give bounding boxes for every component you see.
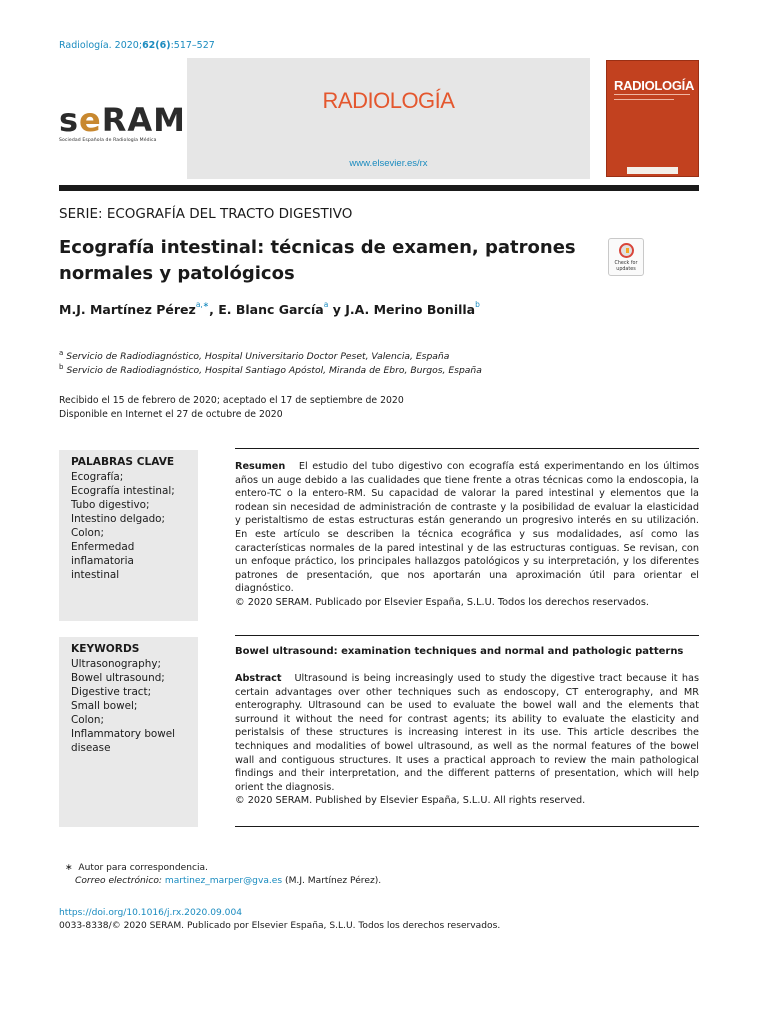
article-title: Ecografía intestinal: técnicas de examen, patrones normales y patológicos (59, 237, 576, 284)
keywords-en-heading: KEYWORDS (71, 643, 140, 655)
seram-logo-subtitle: Sociedad Española de Radiología Médica (59, 138, 157, 143)
corresponding-author-note: ∗ Autor para correspondencia. (65, 863, 208, 873)
crossmark-icon (619, 243, 634, 258)
keyword: Ecografía; (71, 471, 124, 483)
abstract-copyright: © 2020 SERAM. Published by Elsevier España, S.L.U. All rights reserved. (235, 795, 586, 807)
check-for-updates-button[interactable] (608, 238, 644, 276)
article-series: SERIE: ECOGRAFÍA DEL TRACTO DIGESTIVO (59, 206, 353, 222)
journal-cover-image (606, 60, 699, 177)
email-note: Correo electrónico: martinez_marper@gva.es (M.J. Martínez Pérez). (75, 876, 382, 886)
seram-logo (59, 101, 186, 143)
keyword: Ecografía intestinal; (71, 485, 175, 497)
keyword: Colon; (71, 527, 104, 539)
abstract-paragraph (235, 672, 699, 808)
keywords-es-box (59, 450, 198, 621)
journal-cover-title: RADIOLOGÍA (614, 78, 695, 93)
resumen-paragraph (235, 460, 699, 610)
abstract-divider (235, 448, 699, 449)
keyword: Colon; (71, 714, 104, 726)
cover-decoration (614, 94, 690, 95)
online-date: Disponible en Internet el 27 de octubre de 2020 (59, 409, 283, 420)
footnote-star: ∗ (65, 863, 73, 873)
email-label: Correo electrónico: (75, 876, 162, 886)
keyword: Small bowel; (71, 700, 138, 712)
keyword: disease (71, 742, 111, 754)
journal-url-link[interactable]: www.elsevier.es/rx (349, 158, 428, 169)
keyword: Inflammatory bowel (71, 728, 176, 740)
seram-logo-word: seRAM (59, 101, 186, 139)
resumen-text: El estudio del tubo digestivo con ecografía está experimentando en los últimos años un auge debido a las cualidades que tiene frente a otras técnicas como la endoscopia, la entero-TC o la entero-RM. Su capacidad de valorar la pared intestinal y elementos que la rodean sin necesidad de administración de contraste y la posibilidad de evaluar la elasticidad y peristaltismo de estas estructuras están generando un progresivo interés en su utilización. En este artículo se describen la técnica ecográfica y sus modalidades, así como las características normales de la pared intestinal y de las estructuras contiguas. Se revisan, con un enfoque práctico, los principales hallazgos patológicos y su interpretación, y los diferentes patrones de presentación, que nos aportarán una aproximación útil para orientar el diagnóstico. (235, 461, 699, 595)
keyword: Digestive tract; (71, 686, 152, 698)
author-affiliation-marker[interactable]: a,∗ (195, 300, 210, 309)
journal-ref-volume: 62(6) (142, 40, 171, 51)
journal-ref-name: Radiología. 2020; (59, 40, 143, 51)
journal-banner (187, 58, 590, 179)
doi-link[interactable]: https://doi.org/10.1016/j.rx.2020.09.004 (59, 908, 243, 918)
affiliation-a: $^a$ Servicio de Radiodiagnóstico, Hospital Universitario Doctor Peset, Valencia, España (59, 349, 450, 363)
keyword: Ultrasonography; (71, 658, 161, 670)
affiliation-b: $^b$ Servicio de Radiodiagnóstico, Hospital Santiago Apóstol, Miranda de Ebro, Burgos, España (59, 363, 482, 377)
check-for-updates-label: updates (616, 267, 636, 272)
journal-reference[interactable] (59, 40, 215, 51)
received-date: Recibido el 15 de febrero de 2020; aceptado el 17 de septiembre de 2020 (59, 395, 404, 406)
keywords-es-heading: PALABRAS CLAVE (71, 456, 175, 468)
abstract-text: Ultrasound is being increasingly used to study the digestive tract because it has certain advantages over other techniques such as endoscopy, CT enterography, and MR enterography. Ultrasound can be used to evaluate the bowel wall and the elements that surround it without the need for contrast agents; its ability to evaluate the elasticity and peristalsis of these structures is increasing interest in its use. This article describes the techniques and modalities of bowel ultrasound, as well as the normal features of the bowel wall and contiguous structures. It uses a practical approach to review the main pathological findings and their interpretation, and the different patterns of presentation, which will help orient the diagnosis. (235, 673, 699, 793)
author-name[interactable]: E. Blanc García (218, 302, 324, 317)
journal-ref-pages: :517–527 (170, 40, 215, 51)
journal-banner-title: RADIOLOGÍA (322, 88, 455, 113)
keywords-en-box (59, 637, 198, 827)
author-affiliation-marker[interactable]: b (475, 300, 480, 309)
keyword: inflamatoria (71, 555, 134, 567)
english-title: Bowel ultrasound: examination techniques and normal and pathologic patterns (235, 646, 684, 657)
abstract-divider (235, 826, 699, 827)
check-for-updates-label: Check for (614, 261, 638, 266)
abstract-label: Abstract (235, 673, 282, 684)
abstract-divider (235, 635, 699, 636)
keyword: Enfermedad (71, 541, 135, 553)
keyword: Bowel ultrasound; (71, 672, 165, 684)
cover-publisher-strip (627, 167, 678, 174)
issn-copyright: 0033-8338/© 2020 SERAM. Publicado por Elsevier España, S.L.U. Todos los derechos reservados. (59, 921, 501, 931)
keyword: intestinal (71, 569, 120, 581)
author-name[interactable]: M.J. Martínez Pérez (59, 302, 196, 317)
cover-decoration (614, 99, 674, 100)
keyword: Intestino delgado; (71, 513, 166, 525)
author-affiliation-marker[interactable]: a (323, 300, 329, 309)
resumen-label: Resumen (235, 461, 286, 472)
resumen-copyright: © 2020 SERAM. Publicado por Elsevier España, S.L.U. Todos los derechos reservados. (235, 596, 649, 608)
email-link[interactable]: martinez_marper@gva.es (164, 876, 283, 886)
header-divider (59, 185, 699, 191)
author-name[interactable]: J.A. Merino Bonilla (345, 302, 476, 317)
author-list: M.J. Martínez Pérez$^{a,∗}$, E. Blanc García$^a$ y J.A. Merino Bonilla$^b$ (59, 300, 480, 317)
keyword: Tubo digestivo; (71, 499, 150, 511)
